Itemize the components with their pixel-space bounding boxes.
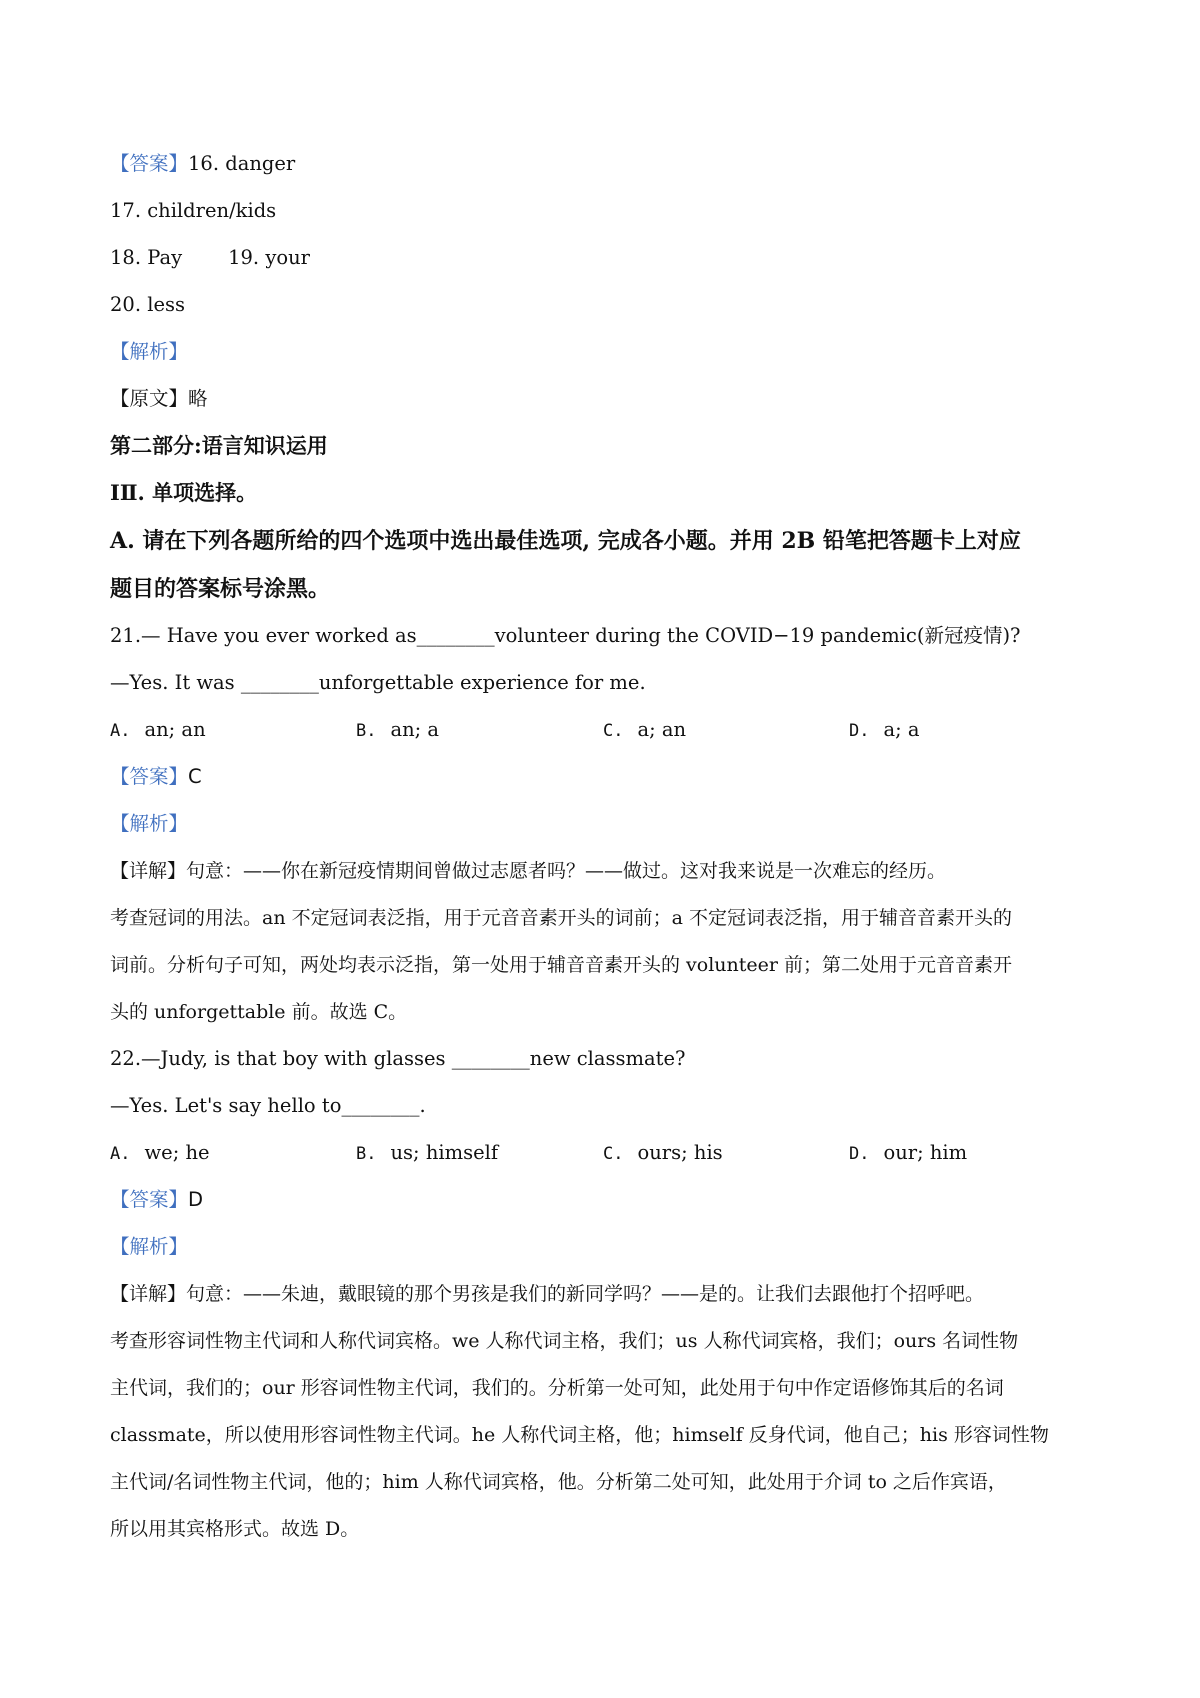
answer-16: 16. danger [188,152,296,175]
sub-title: IⅡ. 单项选择。 [110,480,258,505]
answer-19: 19. your [228,246,310,269]
q22-answer: D [188,1188,204,1211]
original-text: 略 [188,387,208,410]
q21-detail-2: 考查冠词的用法。an 不定冠词表泛指，用于元音音素开头的词前；a 不定冠词表泛指，用于辅音音素开头的 [110,907,1012,929]
q22-option-d [849,1139,967,1168]
q22-detail-4: classmate，所以使用形容词性物主代词。he 人称代词主格，他；himself 反身代词，他自己；his 形容词性物 [110,1424,1049,1446]
answer-tag: 【答案】 [110,1188,189,1211]
option-letter: A. [110,1144,131,1164]
q21-option-b [356,716,439,745]
option-text: our; him [883,1141,968,1164]
answer-line-18-19 [110,244,310,272]
option-text: ours; his [637,1141,723,1164]
option-letter: C. [603,721,624,741]
instruction-line-2: 题目的答案标号涂黑。 [110,576,331,602]
answer-line-16 [110,150,295,178]
option-letter: D. [849,1144,870,1164]
analysis-tag: 【解析】 [110,340,189,363]
option-letter: A. [110,721,131,741]
q22-detail-1: 【详解】句意：——朱迪，戴眼镜的那个男孩是我们的新同学吗？——是的。让我们去跟他打个招呼吧。 [110,1283,985,1305]
option-text: an; a [390,718,440,741]
q21-answer-line [110,763,202,791]
q22-option-b [356,1139,498,1168]
option-letter: B. [356,721,377,741]
option-text: a; a [883,718,920,741]
q21-option-a [110,716,206,745]
q22-detail-2: 考查形容词性物主代词和人称代词宾格。we 人称代词主格，我们；us 人称代词宾格，我们；ours 名词性物 [110,1330,1019,1352]
q21-detail-4: 头的 unforgettable 前。故选 C。 [110,1001,408,1023]
option-text: a; an [637,718,687,741]
q21-option-c [603,716,686,745]
part-title: 第二部分:语言知识运用 [110,433,328,458]
q21-detail-3: 词前。分析句子可知，两处均表示泛指，第一处用于辅音音素开头的 volunteer 前；第二处用于元音音素开 [110,954,1013,976]
answer-17: 17. children/kids [110,199,277,222]
option-letter: B. [356,1144,377,1164]
q21-option-d [849,716,920,745]
q22-analysis-tag: 【解析】 [110,1235,189,1258]
option-text: an; an [144,718,206,741]
answer-20: 20. less [110,293,186,316]
q22-detail-5: 主代词/名词性物主代词，他的；him 人称代词宾格，他。分析第二处可知，此处用于介词 to 之后作宾语， [110,1471,1007,1493]
q21-line-1: 21.— Have you ever worked as________volunteer during the COVID−19 pandemic(新冠疫情)? [110,624,1021,647]
original-line [110,385,208,413]
q22-option-a [110,1139,210,1168]
answer-18: 18. Pay [110,246,183,269]
q21-line-2: —Yes. It was ________unforgettable experience for me. [110,671,646,694]
option-letter: D. [849,721,870,741]
q22-answer-line [110,1186,203,1214]
option-text: us; himself [390,1141,499,1164]
q22-detail-3: 主代词，我们的；our 形容词性物主代词，我们的。分析第一处可知，此处用于句中作定语修饰其后的名词 [110,1377,1004,1399]
q22-option-c [603,1139,723,1168]
answer-tag: 【答案】 [110,765,189,788]
q22-line-2: —Yes. Let's say hello to________. [110,1094,426,1117]
q21-analysis-tag: 【解析】 [110,812,189,835]
original-tag: 【原文】 [110,387,189,410]
instruction-line-1: A. 请在下列各题所给的四个选项中选出最佳选项, 完成各小题。并用 2B 铅笔把答题卡上对应 [110,528,1021,554]
q21-answer: C [188,765,202,788]
option-text: we; he [144,1141,210,1164]
answer-tag: 【答案】 [110,152,189,175]
option-letter: C. [603,1144,624,1164]
q22-line-1: 22.—Judy, is that boy with glasses ________new classmate? [110,1047,686,1070]
q22-detail-6: 所以用其宾格形式。故选 D。 [110,1518,360,1540]
q21-detail-1: 【详解】句意：——你在新冠疫情期间曾做过志愿者吗？——做过。这对我来说是一次难忘的经历。 [110,860,947,882]
